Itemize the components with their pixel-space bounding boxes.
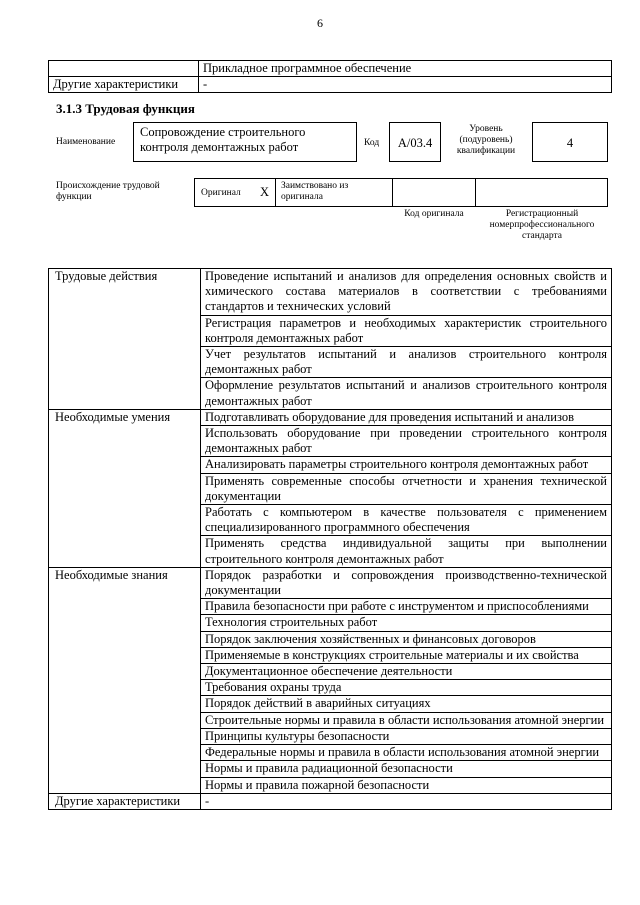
- table-cell: Подготавливать оборудование для проведения испытаний и анализов: [201, 409, 612, 425]
- table-cell: Строительные нормы и правила в области использования атомной энергии: [201, 712, 612, 728]
- table-cell: Применяемые в конструкциях строительные материалы и их свойства: [201, 647, 612, 663]
- function-name-box: [133, 122, 357, 162]
- table-cell: Оформление результатов испытаний и анализов строительного контроля демонтажных работ: [201, 378, 612, 409]
- table-cell: Порядок заключения хозяйственных и финансовых договоров: [201, 631, 612, 647]
- section-label: Необходимые умения: [49, 409, 201, 567]
- table-row: [49, 269, 612, 316]
- top-row-label: Другие характеристики: [49, 77, 199, 93]
- original-code-cell: [392, 178, 476, 207]
- table-cell: Документационное обеспечение деятельности: [201, 664, 612, 680]
- section-title: 3.1.3 Трудовая функция: [56, 101, 195, 116]
- code-label: Код: [364, 138, 380, 148]
- name-label: Наименование: [56, 137, 116, 147]
- table-cell: Использовать оборудование при проведении строительного контроля демонтажных работ: [201, 426, 612, 457]
- table-cell: -: [201, 793, 612, 809]
- table-cell: Работать с компьютером в качестве пользователя с применением специализированного программного обеспечения: [201, 505, 612, 536]
- top-row-value: Прикладное программное обеспечение: [199, 61, 612, 77]
- table-cell: Технология строительных работ: [201, 615, 612, 631]
- code-value: A/03.4: [397, 136, 433, 150]
- function-name: Сопровождение строительного контроля демонтажных работ: [140, 125, 306, 154]
- table-row: [49, 77, 612, 93]
- table-row: [49, 61, 612, 77]
- table-cell: Учет результатов испытаний и анализов строительного контроля демонтажных работ: [201, 347, 612, 378]
- table-cell: Применять современные способы отчетности и хранения технической документации: [201, 473, 612, 504]
- table-cell: Нормы и правила пожарной безопасности: [201, 777, 612, 793]
- top-row-label: [49, 61, 199, 77]
- reg-number-caption: Регистрационный номерпрофессионального стандарта: [489, 209, 595, 241]
- top-row-value: -: [199, 77, 612, 93]
- table-cell: Порядок действий в аварийных ситуациях: [201, 696, 612, 712]
- table-cell: Правила безопасности при работе с инструментом и приспособлениями: [201, 599, 612, 615]
- table-row: [49, 409, 612, 425]
- origin-label: Происхождение трудовой функции: [56, 181, 160, 202]
- code-box: [389, 122, 441, 162]
- table-cell: Проведение испытаний и анализов для определения основных свойств и химического состава материалов в соответствии с требованиями стандартов и технических условий: [201, 269, 612, 316]
- page-number: 6: [317, 16, 323, 30]
- table-cell: Анализировать параметры строительного контроля демонтажных работ: [201, 457, 612, 473]
- original-mark: X: [260, 185, 270, 199]
- table-row: [49, 793, 612, 809]
- main-table: [48, 268, 612, 810]
- level-label: Уровень (подуровень) квалификации: [456, 124, 516, 156]
- table-row: [49, 567, 612, 598]
- section-label: Трудовые действия: [49, 269, 201, 410]
- top-table: [48, 60, 612, 93]
- level-value: 4: [566, 136, 574, 150]
- table-cell: Порядок разработки и сопровождения производственно-технической документации: [201, 567, 612, 598]
- original-code-caption: Код оригинала: [404, 209, 464, 219]
- table-cell: Регистрация параметров и необходимых характеристик строительного контроля демонтажных работ: [201, 315, 612, 346]
- borrowed-label: Заимствовано из оригинала: [281, 181, 349, 202]
- original-label: Оригинал: [201, 188, 241, 198]
- table-cell: Принципы культуры безопасности: [201, 728, 612, 744]
- table-cell: Федеральные нормы и правила в области использования атомной энергии: [201, 745, 612, 761]
- level-box: [532, 122, 608, 162]
- table-cell: Требования охраны труда: [201, 680, 612, 696]
- table-cell: Применять средства индивидуальной защиты при выполнении строительного контроля демонтажных работ: [201, 536, 612, 567]
- section-label: Другие характеристики: [49, 793, 201, 809]
- table-cell: Нормы и правила радиационной безопасности: [201, 761, 612, 777]
- section-label: Необходимые знания: [49, 567, 201, 793]
